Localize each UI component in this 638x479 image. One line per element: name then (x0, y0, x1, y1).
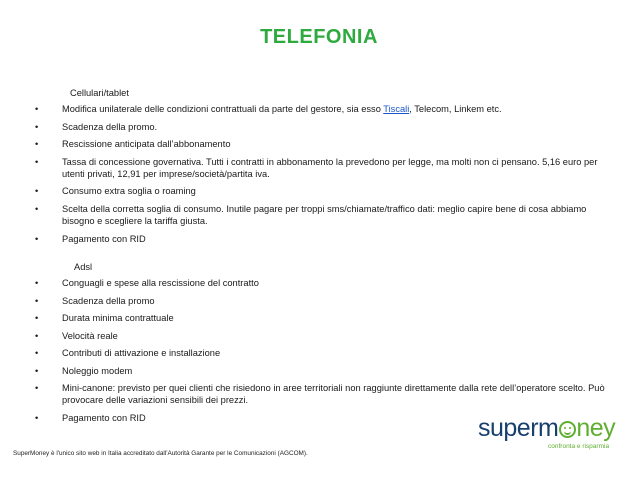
item-text: Mini-canone: previsto per quei clienti che risiedono in aree territoriali non raggiunte direttamente dalla rete dell’operatore scelto. Può provocare delle variazioni sensibili dei prezzi. (62, 382, 605, 406)
list-item (30, 330, 605, 342)
bullet: • (35, 104, 39, 115)
item-text: Tassa di concessione governativa. Tutti i contratti in abbonamento la prevedono per legge, ma molti non ci pensano. 5,16 euro per utenti privati, 12,91 per imprese/società/partita iva. (62, 156, 598, 180)
bullet: • (35, 295, 39, 306)
bullet: • (35, 186, 39, 197)
list-item (30, 121, 605, 133)
list-item (30, 233, 605, 245)
list-item (30, 277, 605, 289)
item-text: Consumo extra soglia o roaming (62, 186, 196, 197)
smiley-icon (559, 421, 576, 438)
logo-word-part2: ney (576, 414, 616, 442)
list-item (30, 347, 605, 359)
list-cellulari (30, 103, 605, 245)
list-item (30, 185, 605, 197)
list-adsl (30, 277, 605, 424)
item-text: Contributi di attivazione e installazione (62, 348, 221, 359)
section-heading-adsl: Adsl (74, 262, 93, 273)
footer-note: SuperMoney è l'unico sito web in Italia accreditato dall'Autorità Garante per le Comunicazioni (AGCOM). (13, 450, 308, 457)
list-item (30, 203, 605, 228)
bullet: • (35, 412, 39, 423)
bullet: • (35, 156, 39, 167)
list-item (30, 138, 605, 150)
content-body (30, 87, 605, 429)
list-item (30, 365, 605, 377)
bullet: • (35, 348, 39, 359)
bullet: • (35, 365, 39, 376)
item-text: Rescissione anticipata dall’abbonamento (62, 139, 231, 150)
page-title: TELEFONIA (260, 26, 378, 48)
bullet: • (35, 203, 39, 214)
item-text: Conguagli e spese alla rescissione del contratto (62, 278, 259, 289)
list-item (30, 156, 605, 181)
bullet: • (35, 330, 39, 341)
item-text: Velocità reale (62, 330, 118, 341)
item-text: Noleggio modem (62, 365, 133, 376)
bullet: • (35, 313, 39, 324)
item-text: Scadenza della promo. (62, 121, 158, 132)
logo-word-part1: superm (478, 414, 559, 442)
bullet: • (35, 382, 39, 393)
item-text: Scelta della corretta soglia di consumo. Inutile pagare per troppi sms/chiamate/traffico dati: meglio capire bene di cosa abbiamo bisogno e scegliere la tariffa giusta. (62, 203, 587, 227)
item-text: Modifica unilaterale delle condizioni contrattuali da parte del gestore, sia esso (62, 104, 384, 115)
bullet: • (35, 233, 39, 244)
tiscali-link[interactable]: Tiscali (383, 104, 410, 115)
item-text: Pagamento con RID (62, 233, 146, 244)
bullet: • (35, 278, 39, 289)
supermoney-logo (478, 414, 618, 454)
item-text: Durata minima contrattuale (62, 313, 174, 324)
section-heading-cellulari: Cellulari/tablet (70, 88, 129, 98)
logo-tagline: confronta e risparmia (548, 443, 610, 450)
logo-wordmark (478, 414, 615, 443)
list-item (30, 295, 605, 307)
list-item (30, 312, 605, 324)
item-text: Pagamento con RID (62, 412, 146, 423)
item-text: , Telecom, Linkem etc. (409, 104, 502, 115)
bullet: • (35, 121, 39, 132)
list-item (30, 103, 605, 115)
list-item (30, 382, 605, 407)
bullet: • (35, 139, 39, 150)
item-text: Scadenza della promo (62, 295, 155, 306)
